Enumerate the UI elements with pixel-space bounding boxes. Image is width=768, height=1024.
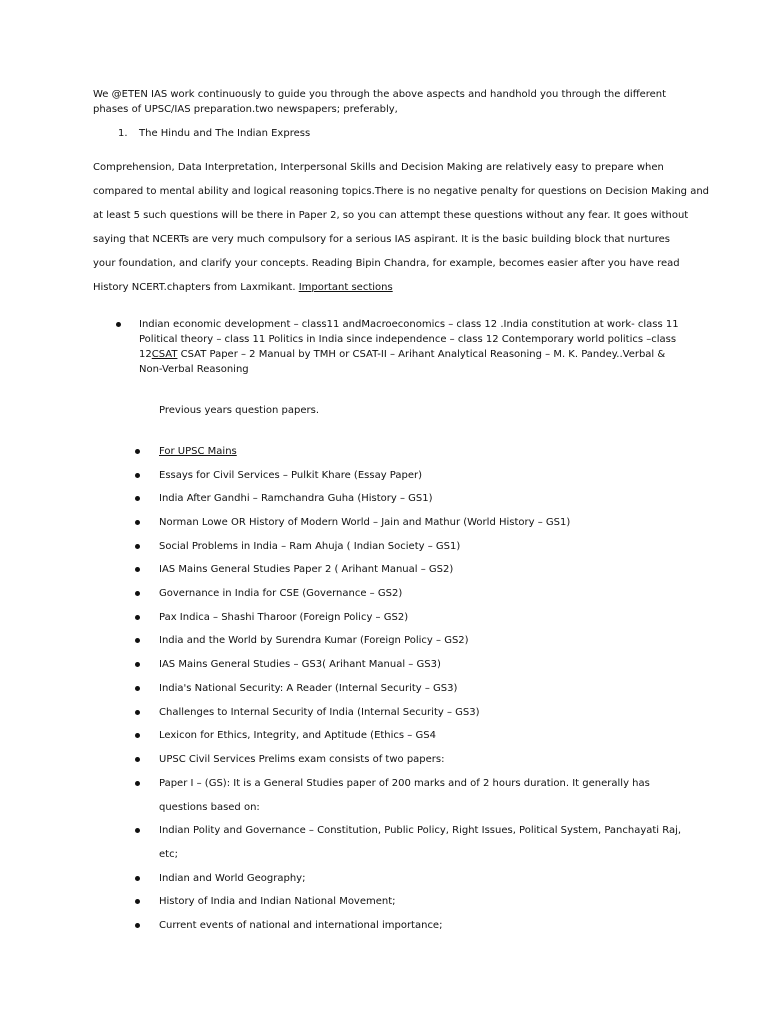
bullet-icon bbox=[135, 449, 140, 454]
numbered-item-text: The Hindu and The Indian Express bbox=[139, 128, 311, 139]
important-sections-link[interactable]: Important sections bbox=[298, 282, 393, 293]
bullet-icon bbox=[135, 662, 140, 667]
bullet-icon bbox=[135, 496, 140, 501]
bullet-icon bbox=[135, 544, 140, 549]
bullet-icon bbox=[135, 615, 140, 620]
bullet-icon bbox=[135, 638, 140, 643]
list-item-continuation: etc; bbox=[159, 849, 178, 860]
list-item: Current events of national and international importance; bbox=[159, 920, 443, 931]
list-item: Indian Polity and Governance – Constitution, Public Policy, Right Issues, Political System, Panchayati Raj, bbox=[159, 825, 682, 836]
bullet-icon bbox=[135, 710, 140, 715]
paragraph-last-line bbox=[93, 281, 393, 294]
list-item: IAS Mains General Studies Paper 2 ( Arihant Manual – GS2) bbox=[159, 564, 454, 575]
list-item: Indian and World Geography; bbox=[159, 873, 306, 884]
list-item: Governance in India for CSE (Governance – GS2) bbox=[159, 588, 403, 599]
first-bullet-line-1: Indian economic development – class11 andMacroeconomics – class 12 .India constitution at work- class 11 bbox=[139, 319, 679, 330]
list-item: India and the World by Surendra Kumar (Foreign Policy – GS2) bbox=[159, 635, 469, 646]
first-bullet-line-3-rest: CSAT Paper – 2 Manual by TMH or CSAT-II – Arihant Analytical Reasoning – M. K. Pandey..Verbal & bbox=[177, 349, 666, 360]
bullet-icon bbox=[135, 591, 140, 596]
bullet-icon bbox=[135, 520, 140, 525]
bullet-icon bbox=[135, 686, 140, 691]
list-item: Norman Lowe OR History of Modern World – Jain and Mathur (World History – GS1) bbox=[159, 517, 571, 528]
csat-link[interactable]: CSAT bbox=[151, 349, 178, 360]
list-item: Challenges to Internal Security of India (Internal Security – GS3) bbox=[159, 707, 480, 718]
list-item: Essays for Civil Services – Pulkit Khare (Essay Paper) bbox=[159, 470, 423, 481]
paragraph-line: saying that NCERTs are very much compulsory for a serious IAS aspirant. It is the basic building block that nurtures bbox=[93, 234, 670, 245]
list-item: India's National Security: A Reader (Internal Security – GS3) bbox=[159, 683, 458, 694]
first-bullet-line-2: Political theory – class 11 Politics in India since independence – class 12 Contemporary world politics –class bbox=[139, 334, 677, 345]
bullet-icon bbox=[135, 781, 140, 786]
list-item: IAS Mains General Studies – GS3( Arihant Manual – GS3) bbox=[159, 659, 441, 670]
first-bullet-line-4: Non-Verbal Reasoning bbox=[139, 364, 249, 375]
bullet-icon bbox=[135, 567, 140, 572]
bullet-icon bbox=[135, 757, 140, 762]
first-bullet-line-3 bbox=[139, 348, 665, 361]
list-item: Pax Indica – Shashi Tharoor (Foreign Policy – GS2) bbox=[159, 612, 409, 623]
list-item: History of India and Indian National Movement; bbox=[159, 896, 396, 907]
first-bullet-line-3-prefix: 12 bbox=[139, 349, 152, 360]
bullet-icon bbox=[135, 923, 140, 928]
paragraph-line: compared to mental ability and logical reasoning topics.There is no negative penalty for questions on Decision Making and bbox=[93, 186, 710, 197]
list-item: Paper I – (GS): It is a General Studies paper of 200 marks and of 2 hours duration. It generally has bbox=[159, 778, 650, 789]
list-item: UPSC Civil Services Prelims exam consists of two papers: bbox=[159, 754, 445, 765]
list-item: Social Problems in India – Ram Ahuja ( Indian Society – GS1) bbox=[159, 541, 461, 552]
bullet-icon bbox=[116, 322, 121, 327]
paragraph-line: Comprehension, Data Interpretation, Interpersonal Skills and Decision Making are relatively easy to prepare when bbox=[93, 162, 664, 173]
paragraph-line: your foundation, and clarify your concepts. Reading Bipin Chandra, for example, becomes easier after you have read bbox=[93, 258, 680, 269]
bullet-icon bbox=[135, 473, 140, 478]
list-item: Lexicon for Ethics, Integrity, and Aptitude (Ethics – GS4 bbox=[159, 730, 436, 741]
intro-line-2: phases of UPSC/IAS preparation.two newspapers; preferably, bbox=[93, 104, 398, 115]
bullet-icon bbox=[135, 733, 140, 738]
paragraph-line: at least 5 such questions will be there in Paper 2, so you can attempt these questions without any fear. It goes without bbox=[93, 210, 689, 221]
numbered-item-number: 1. bbox=[118, 128, 128, 139]
bullet-icon bbox=[135, 899, 140, 904]
bullet-icon bbox=[135, 828, 140, 833]
list-item-continuation: questions based on: bbox=[159, 802, 260, 813]
list-item: India After Gandhi – Ramchandra Guha (History – GS1) bbox=[159, 493, 433, 504]
bullet-icon bbox=[135, 876, 140, 881]
previous-papers-text: Previous years question papers. bbox=[159, 405, 319, 416]
intro-line-1: We @ETEN IAS work continuously to guide you through the above aspects and handhold you through the different bbox=[93, 89, 667, 100]
paragraph-last-line-text: History NCERT.chapters from Laxmikant. bbox=[93, 282, 299, 293]
upsc-mains-link[interactable]: For UPSC Mains bbox=[159, 446, 237, 457]
